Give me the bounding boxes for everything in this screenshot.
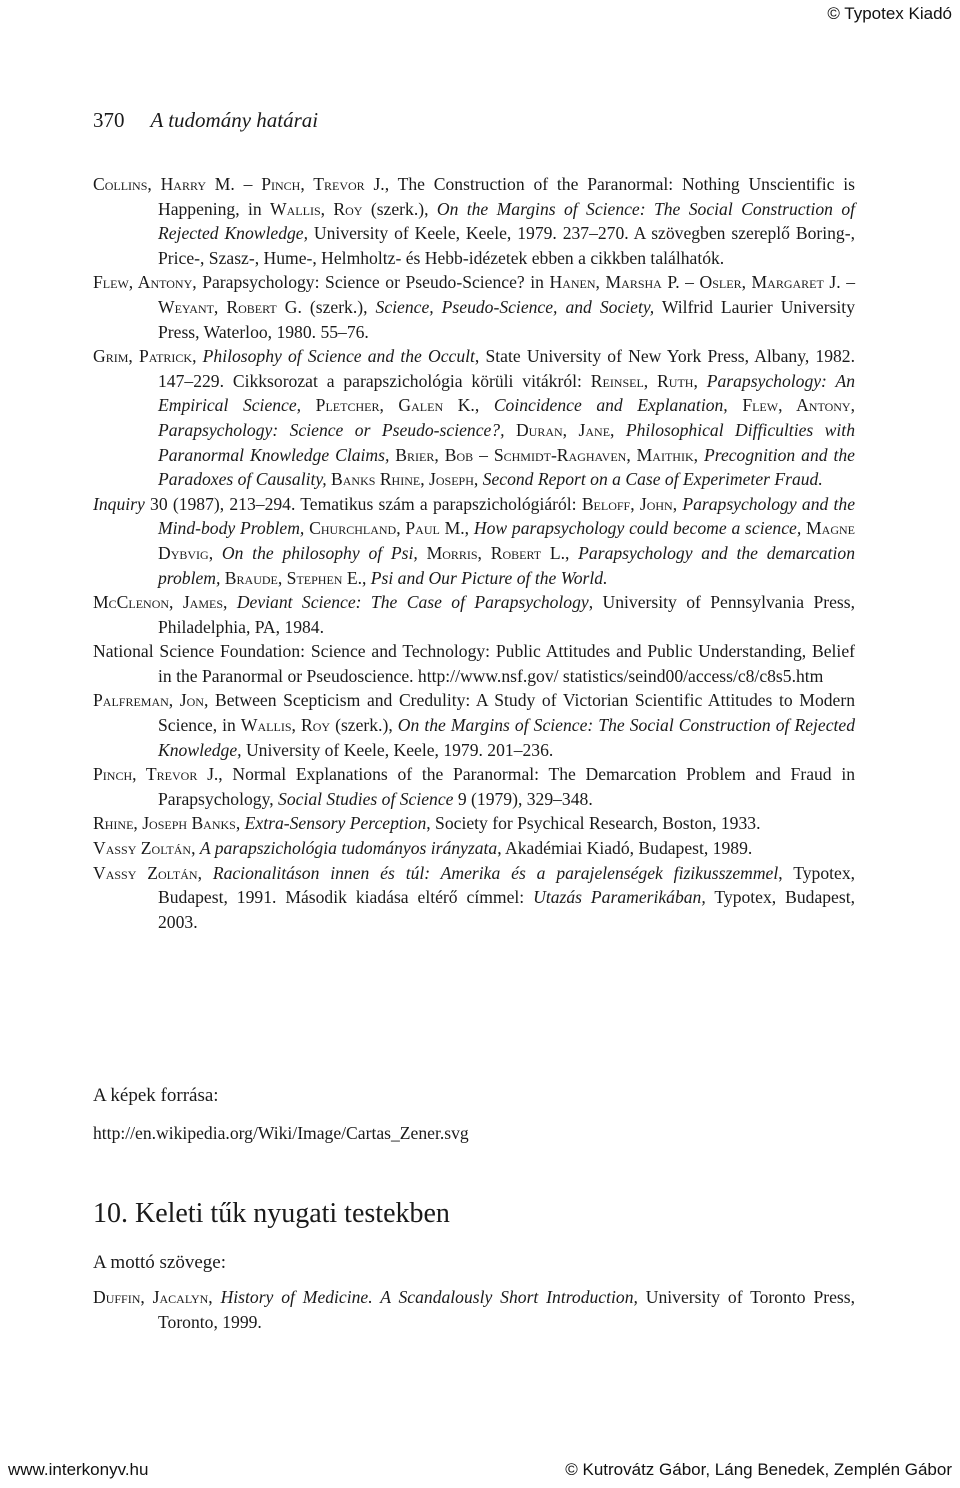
author-name: Wallis, Roy (240, 715, 331, 736)
motto-reference (93, 1285, 855, 1334)
bibliography-list (93, 172, 855, 934)
bibliography-entry (93, 344, 855, 492)
footer-site[interactable]: www.interkonyv.hu (8, 1460, 149, 1479)
work-title: A parapszichológia tudományos irányzata (199, 838, 498, 859)
citation-text: , (693, 444, 704, 465)
work-title: Precognition and the Paradoxes of Causality, (158, 444, 855, 490)
citation-text: , (197, 862, 213, 883)
citation-text: J., Normal Explanations of the Paranormal: The Demarcation Problem and Fraud in Parapsychology, (158, 764, 856, 809)
citation-text: M. – (205, 174, 262, 194)
citation-text: (szerk.), (330, 715, 398, 736)
author-name: Pletcher, Galen (315, 395, 444, 416)
author-name: Brier, Bob (395, 444, 474, 465)
citation-text: E., (342, 567, 371, 588)
citation-text: – (473, 444, 494, 465)
citation-text: , (693, 370, 707, 391)
author-name: McClenon, James (93, 592, 224, 613)
author-name: Flew, Antony (93, 272, 193, 293)
work-title: On the philosophy of Psi, (221, 542, 418, 563)
work-title: Utazás Paramerikában, (533, 887, 706, 908)
citation-text: K., (443, 395, 494, 416)
work-title: How parapsychology could become a science, (473, 518, 802, 539)
author-name: Reinsel, Ruth (590, 370, 694, 391)
chapter-title: 10. Keleti tűk nyugati testekben (93, 1198, 450, 1229)
bibliography-entry (93, 270, 855, 344)
citation-text: , Between Scepticism and Credulity: A Study of Victorian Scientific Attitudes to Modern Science, in (158, 690, 855, 736)
author-name: Flew, Antony (742, 395, 851, 416)
author-name: Pinch, Trevor (261, 174, 365, 194)
citation-text: , (208, 1287, 221, 1307)
citation-text: P. – (661, 272, 700, 293)
citation-text: 30 (1987), 213–294. Tematikus szám a parapszichológiáról: (144, 493, 582, 514)
citation-text: , (191, 838, 200, 859)
bibliography-entry (93, 688, 855, 762)
work-title: Coincidence and Explanation, (493, 395, 728, 416)
work-title: Parapsychology: Science or Pseudo-science?, (158, 419, 505, 440)
author-name: Schmidt-Raghaven, Maithik (493, 444, 694, 465)
motto-label: A mottó szövege: (93, 1252, 226, 1273)
work-title: Racionalitáson innen és túl: Amerika és a parajelenségek fizikusszemmel (212, 862, 779, 883)
citation-text (728, 395, 743, 415)
author-name: Grim, Patrick (93, 346, 193, 367)
bibliography-entry (93, 836, 855, 861)
citation-text: University of Keele, Keele, 1979. 201–236. (241, 739, 554, 760)
citation-text: University of Keele, Keele, 1979. 237–270. A szövegben szereplő Boring-, Price-, Szasz-, Hume-, Helmholtz- és Hebb-idézetek ebben a cikkben találhatók. (158, 223, 855, 268)
citation-text: , (192, 346, 203, 367)
citation-text: , Parapsychology: Science or Pseudo-Science? in (192, 272, 550, 293)
citation-text: National Science Foundation: Science and Technology: Public Attitudes and Public Understanding, Belief in the Paranormal or Pseudoscience. http://www.nsf.gov/ statistics/seind00/access/c8/c8s5.htm (93, 641, 855, 686)
author-name: Braude, Stephen (224, 567, 343, 588)
citation-text: , (672, 493, 683, 514)
motto-reference-entry (93, 1285, 855, 1334)
bibliography-entry (93, 811, 855, 836)
citation-text: (szerk.), (362, 198, 437, 219)
work-title: On the Margins of Science: The Social Construction of Rejected Knowledge, (158, 715, 855, 760)
citation-text: 9 (1979), 329–348. (453, 788, 593, 809)
bibliography-entry (93, 762, 855, 811)
author-name: Weyant, Robert (158, 296, 277, 317)
bibliography-entry (93, 590, 855, 639)
work-title: History of Medicine. A Scandalously Short Introduction, (220, 1287, 638, 1307)
footer-copyright: © Kutrovátz Gábor, Láng Benedek, Zemplén Gábor (565, 1460, 952, 1479)
author-name: Churchland, Paul (309, 518, 440, 539)
bibliography-entry (93, 639, 855, 688)
citation-text: , State University of New York Press, Albany, 1982. 147–229. Cikksorozat a parapszichológia körüli vitákról: (158, 346, 856, 391)
citation-text: , Society for Psychical Research, Boston, 1933. (426, 813, 761, 834)
author-name: Magne Dybvig (158, 518, 855, 563)
author-name: Banks Rhine, Joseph (331, 469, 474, 490)
work-title: Parapsychology: An Empirical Science, (158, 370, 855, 416)
citation-text (505, 420, 516, 440)
bibliography-entry (93, 861, 855, 935)
work-title: Philosophical Difficulties with Paranormal Knowledge Claims, (158, 419, 855, 465)
sources-url[interactable]: http://en.wikipedia.org/Wiki/Image/Cartas_Zener.svg (93, 1123, 469, 1143)
citation-text: Wilfrid Laurier University Press, Waterloo, 1980. 55–76. (158, 296, 855, 342)
author-name: Collins, Harry (93, 174, 206, 194)
citation-text: , (610, 419, 626, 440)
author-name: Pinch, Trevor (93, 764, 198, 785)
running-title: A tudomány határai (150, 108, 319, 132)
citation-text: J. – (823, 272, 855, 293)
publisher-brand: © Typotex Kiadó (827, 4, 952, 23)
citation-text: J., The Construction of the Paranormal: Nothing Unscientific is Happening, in (158, 174, 855, 219)
bibliography-entry (93, 492, 855, 590)
bibliography-entry (93, 172, 855, 270)
citation-text (418, 543, 427, 563)
citation-text: , University of Pennsylvania Press, Philadelphia, PA, 1984. (158, 592, 856, 637)
citation-text: , (850, 395, 855, 416)
author-name: Beloff, John (581, 493, 673, 514)
work-title: Second Report on a Case of Experimeter Fraud. (482, 469, 823, 490)
sources-label: A képek forrása: (93, 1085, 219, 1106)
work-title: Psi and Our Picture of the World. (370, 567, 608, 588)
work-title: Science, Pseudo-Science, and Society, (375, 296, 655, 317)
work-title: Parapsychology and the Mind-body Problem, (158, 493, 856, 539)
author-name: Wallis, Roy (270, 198, 363, 219)
citation-text: , Typotex, Budapest, 1991. Második kiadása eltérő címmel: (158, 862, 856, 908)
work-title: Parapsychology and the demarcation problem, (158, 542, 855, 588)
author-name: Hanen, Marsha (549, 272, 662, 293)
author-name: Duffin, Jacalyn (93, 1287, 209, 1307)
author-name: Duran, Jane (515, 419, 611, 440)
author-name: Vassy Zoltán (93, 838, 192, 859)
author-name: Vassy Zoltán (93, 862, 198, 883)
citation-text: , (235, 813, 245, 834)
author-name: Palfreman, Jon (93, 690, 204, 711)
running-head (93, 108, 318, 133)
citation-text: Typotex, Budapest, 2003. (158, 887, 855, 932)
page-number: 370 (93, 108, 125, 132)
work-title: Philosophy of Science and the Occult (202, 346, 475, 367)
work-title: Social Studies of Science (278, 788, 454, 809)
work-title: Extra-Sensory Perception (244, 813, 427, 834)
citation-text: , (473, 469, 483, 490)
citation-text: , (208, 542, 222, 563)
citation-text: L., (541, 542, 579, 563)
citation-text: , (223, 592, 237, 613)
author-name: Rhine, Joseph Banks (93, 813, 236, 834)
citation-text: University of Toronto Press, Toronto, 1999. (158, 1287, 855, 1332)
author-name: Osler, Margaret (699, 272, 824, 293)
citation-text: G. (szerk.), (276, 296, 376, 317)
citation-text: M., (439, 518, 474, 539)
work-title: Deviant Science: The Case of Parapsychology (236, 592, 589, 613)
work-title: Inquiry (93, 493, 145, 514)
work-title: On the Margins of Science: The Social Construction of Rejected Knowledge, (158, 198, 856, 244)
author-name: Morris, Robert (426, 542, 542, 563)
citation-text: , Akadémiai Kiadó, Budapest, 1989. (497, 838, 753, 859)
citation-text (301, 395, 316, 415)
